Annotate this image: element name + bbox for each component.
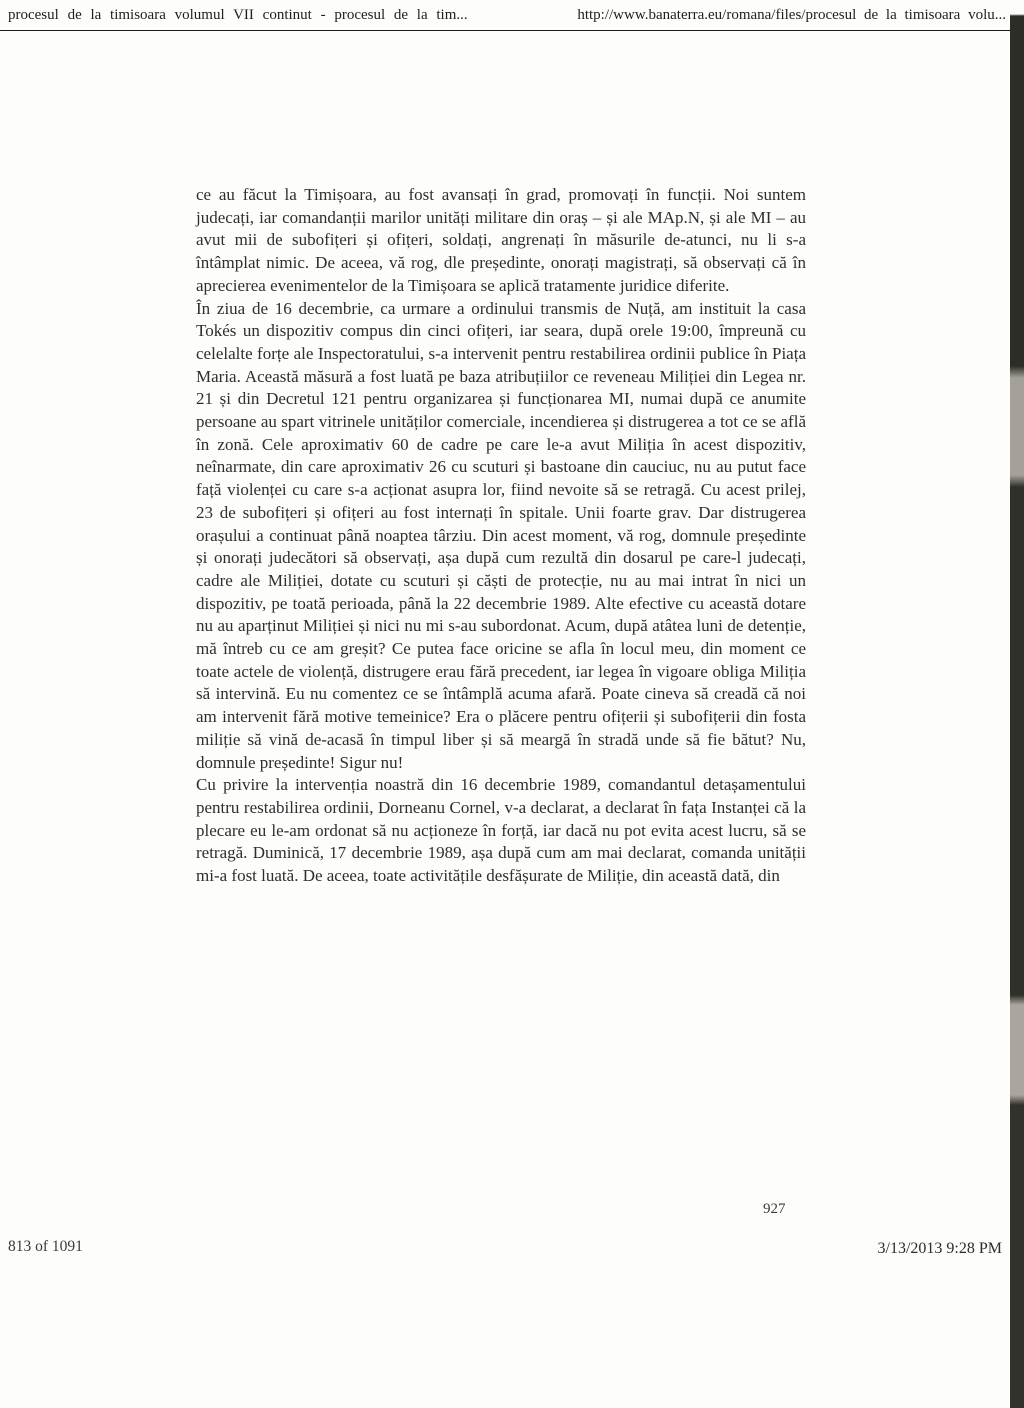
footer-page-position: 813 of 1091 <box>8 1238 83 1255</box>
footer-timestamp: 3/13/2013 9:28 PM <box>877 1240 1002 1257</box>
scan-edge-artifact <box>1010 0 1024 1408</box>
body-paragraph-1: ce au făcut la Timișoara, au fost avansați în grad, promovați în funcții. Noi suntem judecați, iar comandanții marilor unități militare din oraș – și ale MAp.N, și ale MI – au avut mii de subofițeri și ofițeri, soldați, angrenați în măsurile de-atunci, nu li s-a întâmplat nimic. De aceea, vă rog, dle președinte, onorați magistrați, să observați că în aprecierea evenimentelor de la Timișoara se aplică tratamente juridice diferite. <box>196 185 806 295</box>
body-paragraph-2: În ziua de 16 decembrie, ca urmare a ordinului transmis de Nuță, am instituit la casa Tokés un dispozitiv compus din cinci ofițeri, iar seara, după orele 19:00, împreună cu celelalte forțe ale Inspectoratului, s-a intervenit pentru restabilirea ordinii publice în Piața Maria. Această măsură a fost luată pe baza atribuțiilor ce reveneau Miliției din Legea nr. 21 și din Decretul 121 pentru organizarea și funcționarea MI, numai după ce anumite persoane au spart vitrinele unităților comerciale, incendierea și distrugerea a tot ce se află în zonă. Cele aproximativ 60 de cadre pe care le-a avut Miliția în acest dispozitiv, neînarmate, din care aproximativ 26 cu scuturi și bastoane din cauciuc, nu au putut face față violenței cu care s-a acționat asupra lor, fiind nevoite să se retragă. Cu acest prilej, 23 de subofițeri și ofițeri au fost internați în spitale. Unii foarte grav. Dar distrugerea orașului a continuat până noaptea târziu. Din acest moment, vă rog, domnule președinte și onorați judecători să observați, așa după cum rezultă din dosarul pe care-l judecați, cadre ale Miliției, dotate cu scuturi și căști de protecție, nu au mai intrat în nici un dispozitiv, pe toată perioada, până la 22 decembrie 1989. Alte efective cu această dotare nu au aparținut Miliției și nici nu mi s-au subordonat. Acum, după atâtea luni de detenție, mă întreb cu ce am greșit? Ce putea face oricine se afla în locul meu, din moment ce toate actele de violență, distrugere erau fără precedent, iar legea în vigoare obliga Miliția să intervină. Eu nu comentez ce se întâmplă acuma afară. Poate cineva să creadă că noi am intervenit fără motive temeinice? Era o plăcere pentru ofițerii și subofițerii din fosta miliție să vină de-acasă în timpul liber și să meargă în stradă unde să fie bătut? Nu, domnule președinte! Sigur nu! <box>196 298 806 772</box>
header-divider <box>0 30 1024 31</box>
body-paragraph-3: Cu privire la intervenția noastră din 16 decembrie 1989, comandantul detașamentului pentru restabilirea ordinii, Dorneanu Cornel, v-a declarat, a declarat în fața Instanței că la plecare eu le-am ordonat să nu acționeze în forță, iar dacă nu pot evita acest lucru, să se retragă. Duminică, 17 decembrie 1989, așa după cum am mai declarat, comanda unității mi-a fost luată. De aceea, toate activitățile desfășurate de Miliție, din această dată, din <box>196 775 806 886</box>
header-document-title: procesul de la timisoara volumul VII continut - procesul de la tim... <box>8 7 468 23</box>
document-body <box>196 184 806 888</box>
page-number: 927 <box>763 1201 786 1217</box>
header-document-url: http://www.banaterra.eu/romana/files/procesul de la timisoara volu... <box>577 7 1006 23</box>
print-header <box>8 7 1006 24</box>
